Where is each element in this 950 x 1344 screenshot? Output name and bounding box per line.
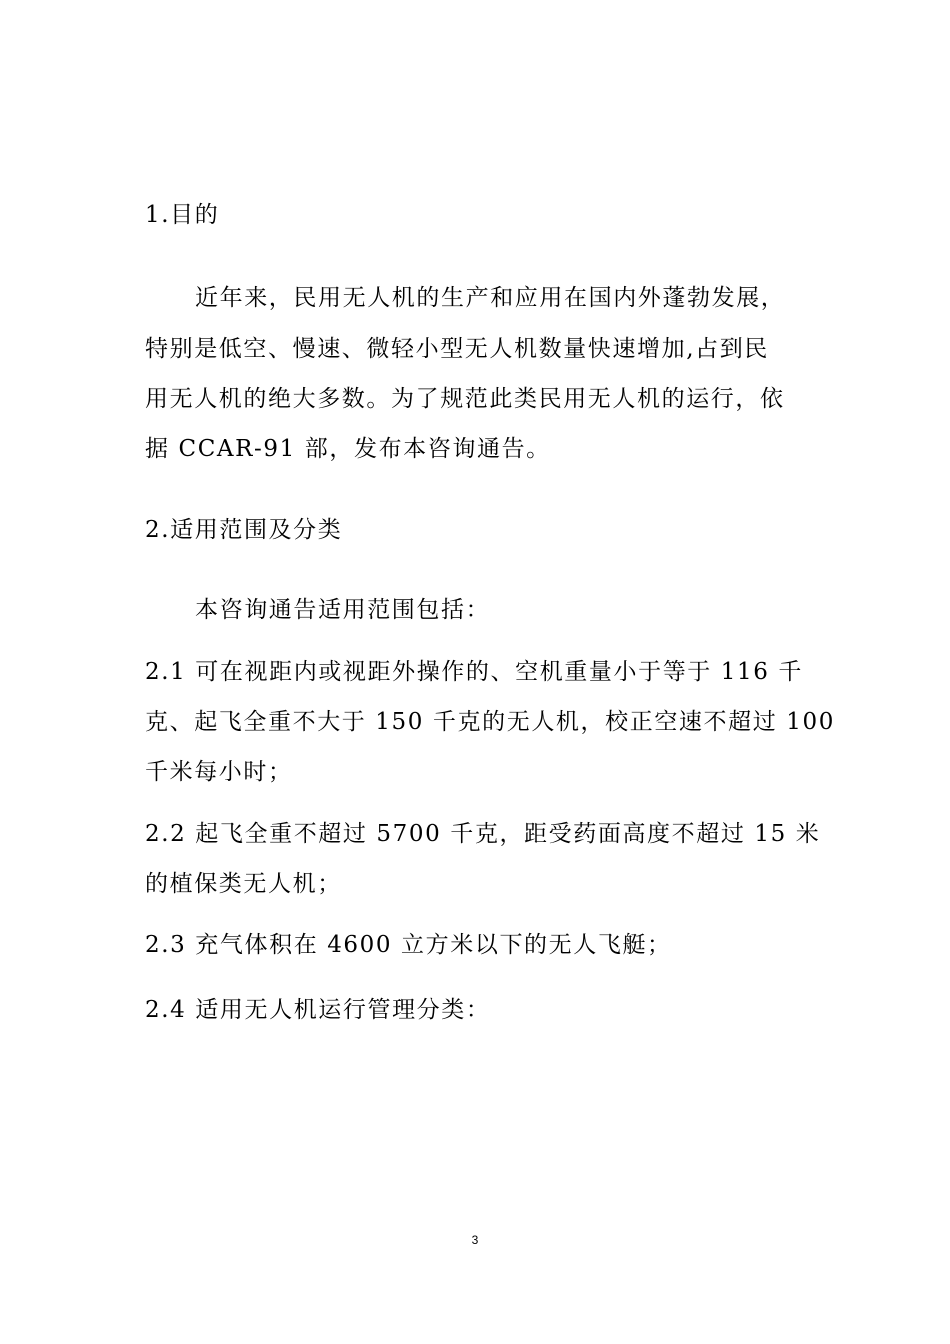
- item-2-2-line-1: 2.2 起飞全重不超过 5700 千克，距受药面高度不超过 15 米: [145, 821, 821, 847]
- section-2-intro: 本咨询通告适用范围包括：: [195, 597, 491, 623]
- item-2-1-line-1: 2.1 可在视距内或视距外操作的、空机重量小于等于 116 千: [145, 659, 804, 685]
- item-2-1-line-2: 克、起飞全重不大于 150 千克的无人机，校正空速不超过 100: [145, 709, 835, 735]
- item-2-3: 2.3 充气体积在 4600 立方米以下的无人飞艇；: [145, 932, 672, 958]
- page-number: 3: [471, 1233, 479, 1247]
- item-2-1-line-3: 千米每小时；: [145, 759, 293, 785]
- section-1-paragraph-line-3: 用无人机的绝大多数。为了规范此类民用无人机的运行，依: [145, 386, 785, 412]
- section-1-paragraph-line-2: 特别是低空、慢速、微轻小型无人机数量快速增加,占到民: [145, 336, 769, 362]
- section-1-paragraph-line-4: 据 CCAR-91 部，发布本咨询通告。: [145, 436, 551, 462]
- section-1-heading: 1.目的: [145, 202, 220, 228]
- section-1-paragraph-line-1: 近年来，民用无人机的生产和应用在国内外蓬勃发展，: [195, 285, 786, 311]
- item-2-2-line-2: 的植保类无人机；: [145, 871, 342, 897]
- item-2-4: 2.4 适用无人机运行管理分类：: [145, 997, 491, 1023]
- section-2-heading: 2.适用范围及分类: [145, 517, 343, 543]
